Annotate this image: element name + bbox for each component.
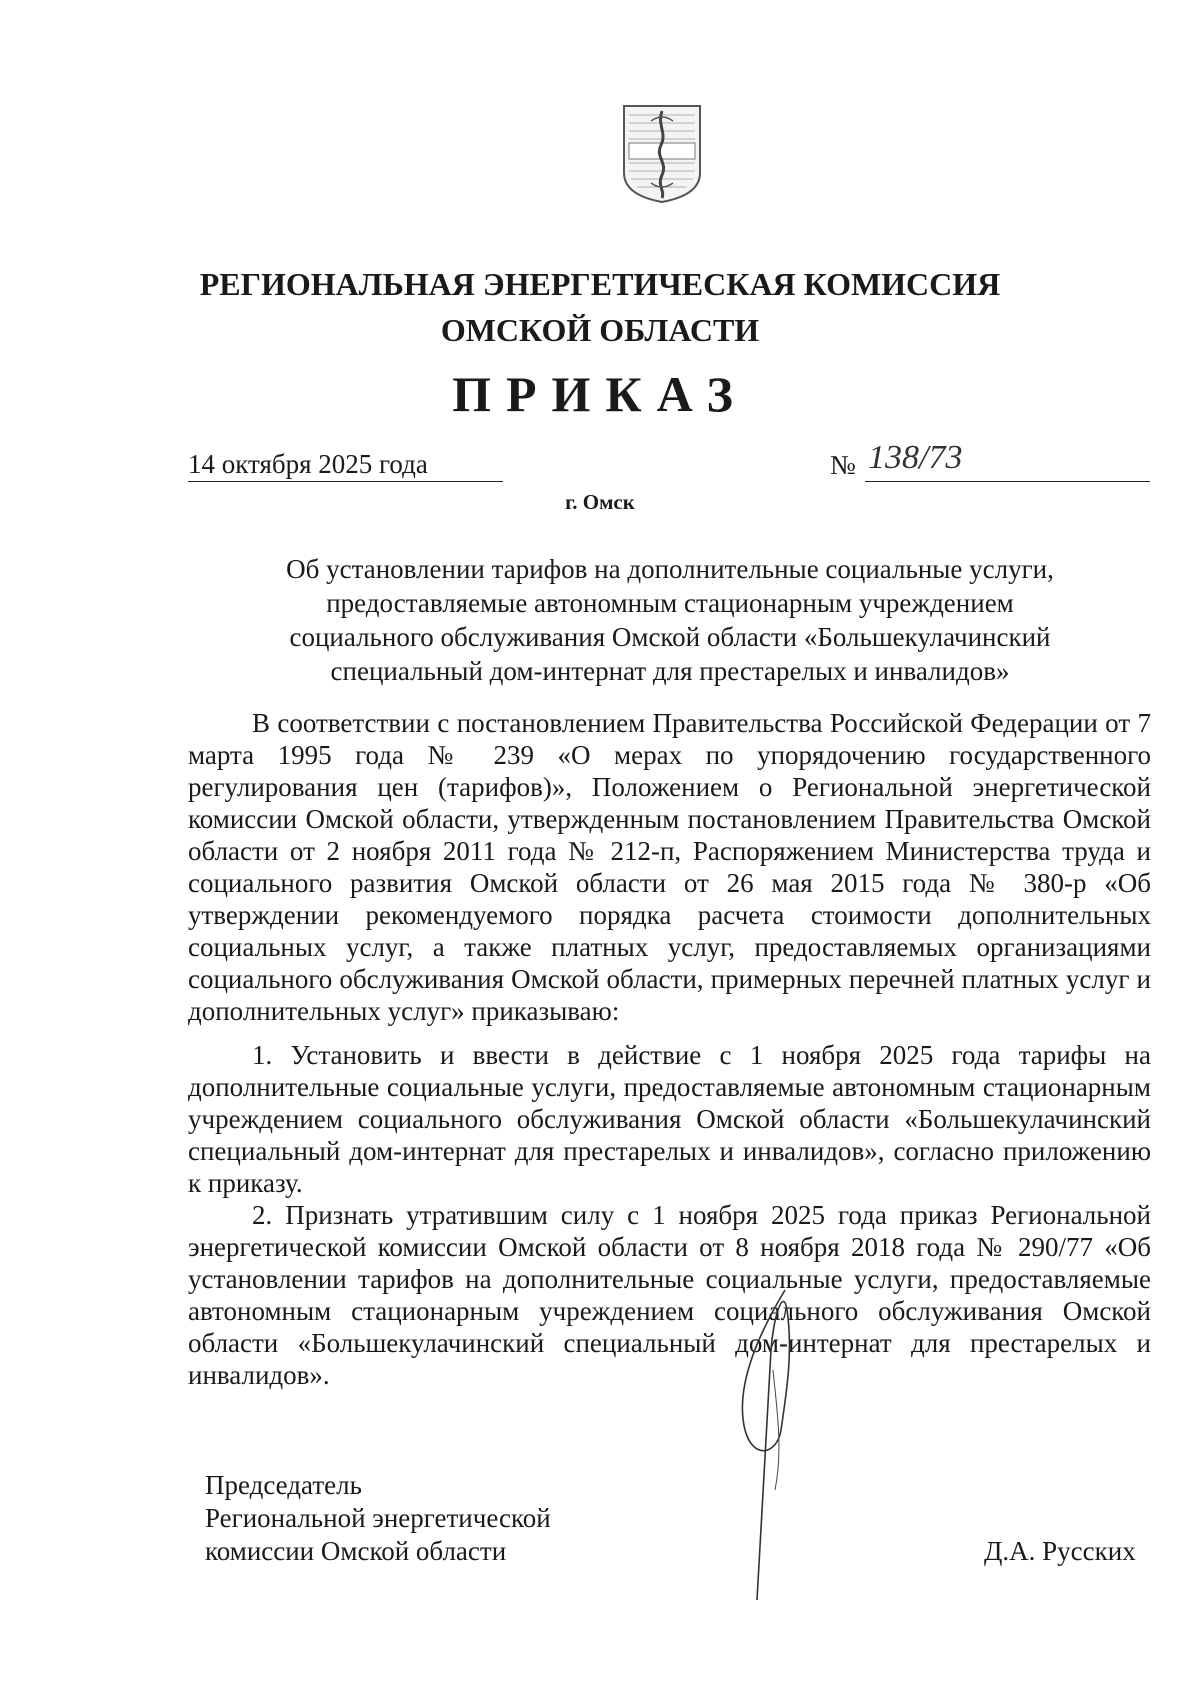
signatory-position-line: Председатель xyxy=(205,1470,362,1500)
signatory-position-line: Региональной энергетической xyxy=(205,1503,551,1533)
subject-line: специальный дом-интернат для престарелых и инвалидов» xyxy=(330,656,1010,686)
organization-name-line1: РЕГИОНАЛЬНАЯ ЭНЕРГЕТИЧЕСКАЯ КОМИССИЯ xyxy=(199,266,1001,302)
coat-of-arms-emblem xyxy=(621,103,703,205)
order-subject xyxy=(190,552,1150,688)
signatory-name: Д.А. Русских xyxy=(984,1536,1136,1566)
city: г. Омск xyxy=(565,490,635,514)
subject-line: социального обслуживания Омской области «Большекулачинский xyxy=(289,622,1051,652)
order-number-label: № xyxy=(830,450,856,480)
order-date: 14 октября 2025 года xyxy=(188,449,503,482)
order-item-2: 2. Признать утратившим силу с 1 ноября 2025 года приказ Региональной энергетической комиссии Омской области от 8 ноября 2018 года № 290/77 «Об установлении тарифов на дополнительные социальные услуги, предоставляемые автономным стационарным учреждением социального обслуживания Омской области «Большекулачинский специальный дом-интернат для престарелых и инвалидов». xyxy=(188,1200,1151,1390)
preamble-paragraph: В соответствии с постановлением Правительства Российской Федерации от 7 марта 1995 года № 239 «О мерах по упорядочению государственного регулирования цен (тарифов)», Положением о Региональной энергетической комиссии Омской области, утвержденным постановлением Правительства Омской области от 2 ноября 2011 года № 212-п, Распоряжением Министерства труда и социального развития Омской области от 26 мая 2015 года № 380-р «Об утверждении рекомендуемого порядка расчета стоимости дополнительных социальных услуг, а также платных услуг, предоставляемых организациями социального обслуживания Омской области, примерных перечней платных услуг и дополнительных услуг» приказываю: xyxy=(188,708,1151,1026)
organization-name-line2: ОМСКОЙ ОБЛАСТИ xyxy=(440,312,760,348)
order-number-handwritten: 138/73 xyxy=(868,439,963,476)
order-number-underline xyxy=(865,481,1150,482)
document-type-title: ПРИКАЗ xyxy=(452,366,748,422)
order-item-1: 1. Установить и ввести в действие с 1 ноября 2025 года тарифы на дополнительные социальные услуги, предоставляемые автономным стационарным учреждением социального обслуживания Омской области «Большекулачинский специальный дом-интернат для престарелых и инвалидов», согласно приложению к приказу. xyxy=(188,1040,1151,1198)
signatory-position xyxy=(205,1469,551,1568)
subject-line: Об установлении тарифов на дополнительные социальные услуги, xyxy=(286,554,1054,584)
handwritten-signature xyxy=(715,1280,855,1610)
signatory-position-line: комиссии Омской области xyxy=(205,1536,507,1566)
subject-line: предоставляемые автономным стационарным учреждением xyxy=(326,588,1014,618)
